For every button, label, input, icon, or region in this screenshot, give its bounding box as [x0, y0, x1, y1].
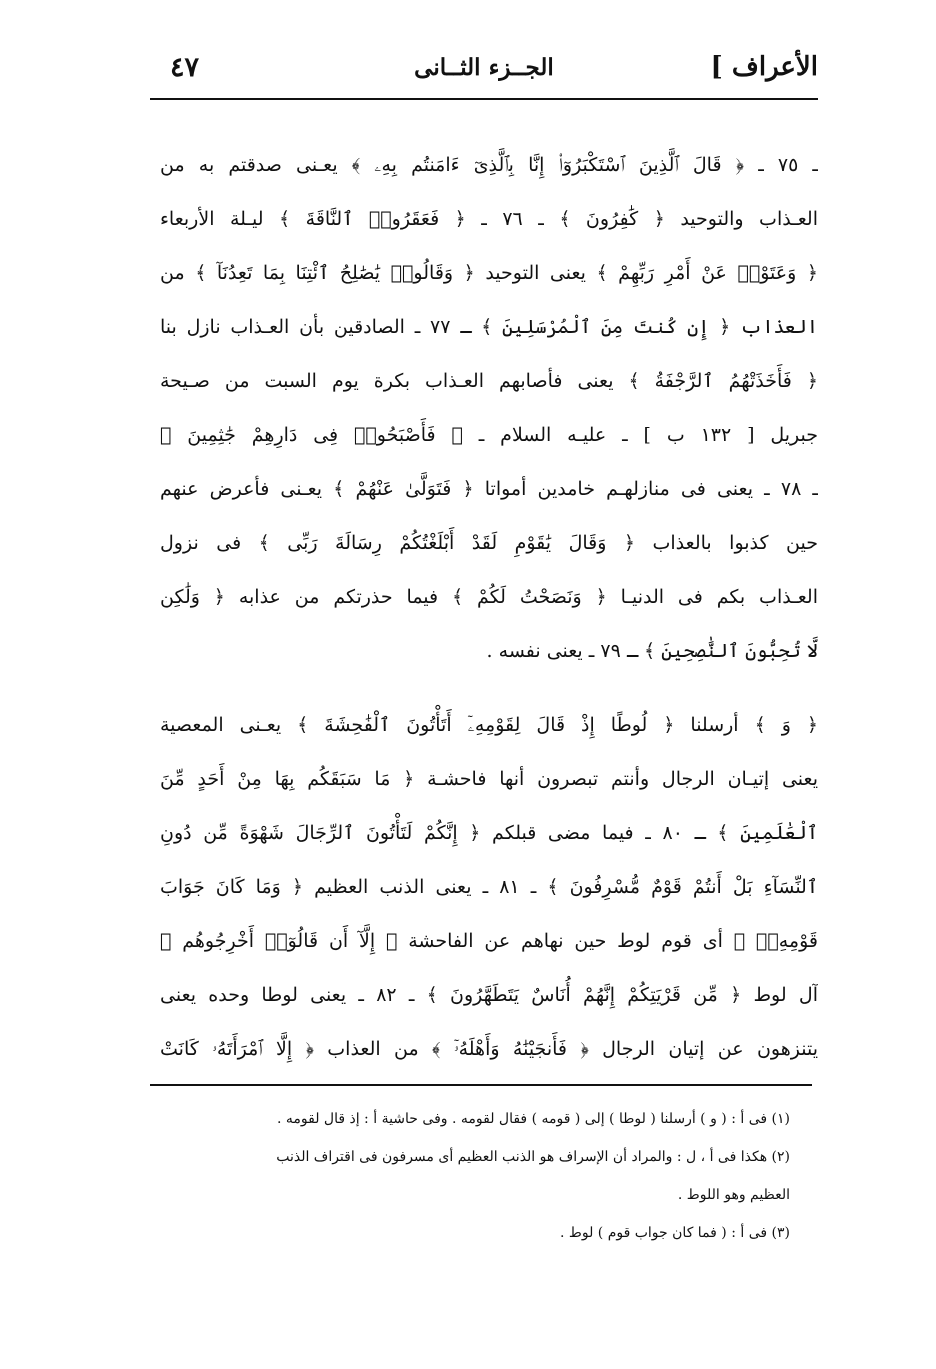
text-line: ٱلْعَٰلَمِينَ ﴾ ـ ٨٠ ـ فيما مضى قبلكم ﴿ إِنَّكُمْ لَتَأْتُونَ ٱلرِّجَالَ شَهْوَةً مِّن دُونِ [160, 822, 818, 844]
footnote-line: العظيم وهو اللوط . [677, 1187, 790, 1203]
text-line: العذاب ﴿ إِن كُنتَ مِنَ ٱلْمُرْسَلِينَ ﴾ ـ ٧٧ ـ الصادقين بأن العـذاب نازل بنا [160, 316, 818, 338]
volume-title: الجــزء الثــانى [414, 54, 554, 81]
paragraph-gap [160, 678, 818, 698]
text-line: حين كذبوا بالعذاب ﴿ وَقَالَ يَٰقَوْمِ لَقَدْ أَبْلَغْتُكُمْ رِسَالَةَ رَبِّى ﴾ فى نزول [160, 532, 818, 554]
text-line: العـذاب بكم فى الدنيـا ﴿ وَنَصَحْتُ لَكُمْ ﴾ فيما حذرتكم من عذابه ﴿ وَلَٰكِن [160, 586, 818, 608]
text-line: ﴿ وَعَتَوْا۟ عَنْ أَمْرِ رَبِّهِمْ ﴾ يعنى التوحيد ﴿ وَقَالُوا۟ يَٰصَٰلِحُ ٱئْتِنَا بِمَا تَعِدُنَآ ﴾ من [160, 262, 818, 284]
main-text [160, 138, 818, 1076]
footnote-divider [150, 1084, 812, 1086]
text-line: قَوْمِهِۦٓ ﴾ أى قوم لوط حين نهاهم عن الفاحشة ﴿ إِلَّآ أَن قَالُوٓا۟ أَخْرِجُوهُم ﴾ [160, 930, 818, 952]
surah-title: الأعراف ] [710, 52, 818, 82]
text-line: ﴿ وَ ﴾ أرسلنا ﴿ لُوطًا إِذْ قَالَ لِقَوْمِهِۦٓ أَتَأْتُونَ ٱلْفَٰحِشَةَ ﴾ يعـنى المعصية [160, 714, 818, 736]
book-page [150, 30, 818, 1340]
text-line: لَّا تُحِبُّونَ ٱلنَّٰصِحِينَ ﴾ ـ ٧٩ ـ يعنى نفسه . [486, 640, 818, 662]
text-line: ٱلنِّسَآءِ بَلْ أَنتُمْ قَوْمٌ مُّسْرِفُونَ ﴾ ـ ٨١ ـ يعنى الذنب العظيم ﴿ وَمَا كَانَ جَوَابَ [160, 876, 818, 898]
text-line: العـذاب والتوحيد ﴿ كَٰفِرُونَ ﴾ ـ ٧٦ ـ ﴿ فَعَقَرُوا۟ ٱلنَّاقَةَ ﴾ ليـلة الأربعاء [160, 208, 818, 230]
text-line: جبريل [ ١٣٢ ب ] ـ عليـه السلام ـ ﴿ فَأَصْبَحُوا۟ فِى دَارِهِمْ جَٰثِمِينَ ﴾ [160, 424, 818, 446]
text-line: يتنزهون عن إتيان الرجال ﴿ فَأَنجَيْنَٰهُ وَأَهْلَهُۥٓ ﴾ من العذاب ﴿ إِلَّا ٱمْرَأَتَهُۥ كَانَتْ [160, 1038, 818, 1060]
page-header [150, 52, 818, 92]
header-divider [150, 98, 818, 100]
text-line: ـ ٧٨ ـ يعنى فى منازلهـم خامدين أمواتا ﴿ فَتَوَلَّىٰ عَنْهُمْ ﴾ يعـنى فأعرض عنهم [160, 478, 818, 500]
footnote-line: (٢) هكذا فى أ ، ل : والمراد أن الإسراف هو الذنب العظيم أى مسرفون فى اقتراف الذنب [276, 1149, 790, 1165]
footnotes [170, 1100, 790, 1252]
text-line: ـ ٧٥ ـ ﴿ قَالَ ٱلَّذِينَ ٱسْتَكْبَرُوٓا۟ إِنَّا بِٱلَّذِىٓ ءَامَنتُم بِهِۦ ﴾ يعـنى صدقتم به من [160, 154, 818, 176]
page-number: ٤٧ [170, 52, 200, 83]
footnote-line: (٣) فى أ : ( فما كان جواب قوم ) لوط . [559, 1225, 790, 1241]
footnote-line: (١) فى أ : ( و ) أرسلنا ( لوطا ) إلى ( قومه ) فقال لقومه . وفى حاشية أ : إذ قال لقومه . [276, 1111, 790, 1127]
text-line: آل لوط ﴿ مِّن قَرْيَتِكُمْ إِنَّهُمْ أُنَاسٌ يَتَطَهَّرُونَ ﴾ ـ ٨٢ ـ يعنى لوطا وحده يعنى [160, 984, 818, 1006]
text-line: يعنى إتيـان الرجال وأنتم تبصرون أنها فاحشـة ﴿ مَا سَبَقَكُم بِهَا مِنْ أَحَدٍ مِّنَ [160, 768, 818, 790]
text-line: ﴿ فَأَخَذَتْهُمُ ٱلرَّجْفَةُ ﴾ يعنى فأصابهم العـذاب بكرة يوم السبت من صـيحة [160, 370, 818, 392]
